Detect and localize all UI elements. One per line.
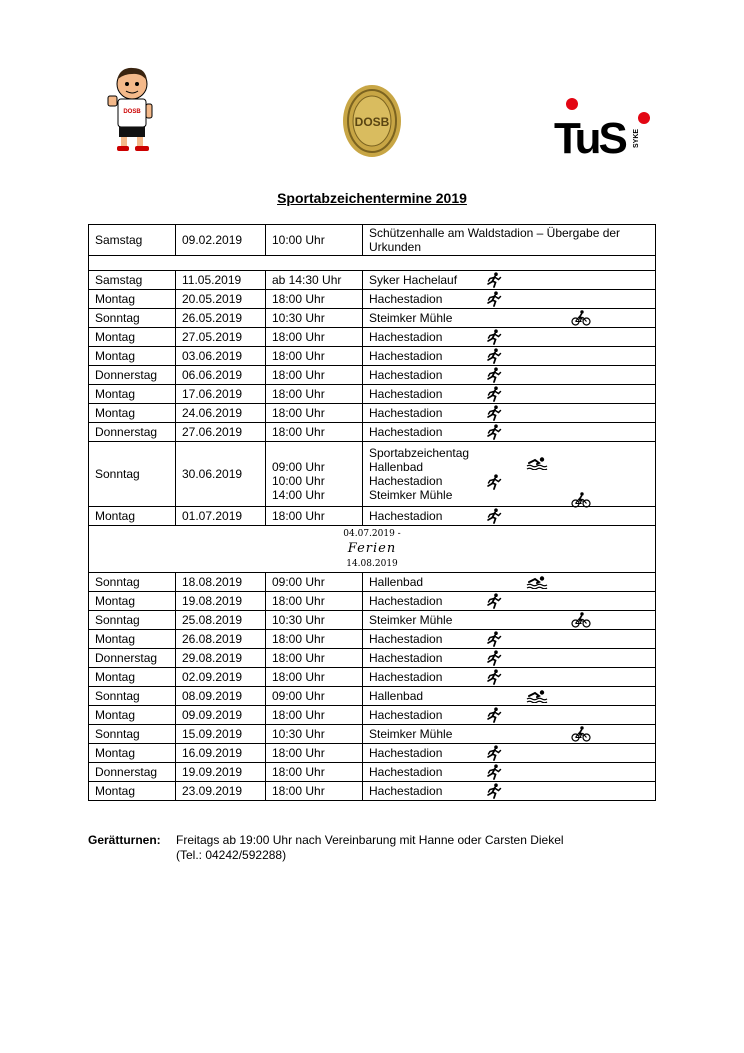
schedule-row xyxy=(89,507,656,526)
place-label: Hachestadion xyxy=(369,670,443,684)
holiday-row xyxy=(89,526,656,573)
place-label: Hachestadion xyxy=(369,784,443,798)
swimming-icon xyxy=(526,689,548,703)
time-cell: 10:30 Uhr xyxy=(266,309,363,328)
place-cell xyxy=(363,573,656,592)
time-cell: 18:00 Uhr xyxy=(266,763,363,782)
running-icon xyxy=(486,707,502,723)
place-cell xyxy=(363,347,656,366)
place-label: Hachestadion xyxy=(369,632,443,646)
schedule-row xyxy=(89,630,656,649)
place-label: Hachestadion xyxy=(369,425,443,439)
day-cell: Montag xyxy=(89,706,176,725)
time-cell: 18:00 Uhr xyxy=(266,404,363,423)
place-cell xyxy=(363,706,656,725)
holiday-end-date: 14.08.2019 xyxy=(346,559,398,569)
schedule-row xyxy=(89,725,656,744)
swimming-icon xyxy=(526,456,548,470)
place-cell xyxy=(363,630,656,649)
spacer-row xyxy=(89,256,656,271)
time-cell: 18:00 Uhr xyxy=(266,744,363,763)
place-label: Hachestadion xyxy=(369,349,443,363)
running-icon xyxy=(486,508,502,524)
running-icon xyxy=(486,291,502,307)
day-cell: Donnerstag xyxy=(89,649,176,668)
dosb-mascot-logo xyxy=(106,66,154,152)
date-cell: 26.05.2019 xyxy=(176,309,266,328)
running-icon xyxy=(486,367,502,383)
place-cell xyxy=(363,649,656,668)
place-label: Hachestadion xyxy=(369,509,443,523)
place-label: Hachestadion xyxy=(369,330,443,344)
time-cell: 18:00 Uhr xyxy=(266,592,363,611)
running-icon xyxy=(486,474,502,490)
schedule-row xyxy=(89,328,656,347)
date-cell: 17.06.2019 xyxy=(176,385,266,404)
day-cell: Samstag xyxy=(89,271,176,290)
schedule-row xyxy=(89,385,656,404)
day-cell: Sonntag xyxy=(89,573,176,592)
place-cell xyxy=(363,309,656,328)
running-icon xyxy=(486,669,502,685)
schedule-row xyxy=(89,687,656,706)
schedule-table xyxy=(88,224,656,801)
date-cell: 26.08.2019 xyxy=(176,630,266,649)
cycling-icon xyxy=(571,310,591,326)
holiday-label: Ferien xyxy=(347,541,397,556)
footer-label: Gerätturnen: xyxy=(88,833,161,847)
day-cell: Sonntag xyxy=(89,725,176,744)
day-cell: Montag xyxy=(89,782,176,801)
time-cell: 18:00 Uhr xyxy=(266,423,363,442)
schedule-row xyxy=(89,404,656,423)
place-label: Hachestadion xyxy=(369,708,443,722)
time-cell: 10:00 Uhr xyxy=(266,225,363,256)
running-icon xyxy=(486,348,502,364)
place-cell xyxy=(363,225,656,256)
day-cell: Donnerstag xyxy=(89,366,176,385)
place-line: Steimker Mühle xyxy=(369,488,453,502)
time-line: 10:00 Uhr xyxy=(272,474,325,488)
place-label: Hallenbad xyxy=(369,575,424,589)
running-icon xyxy=(486,593,502,609)
running-icon xyxy=(486,386,502,402)
day-cell: Sonntag xyxy=(89,611,176,630)
date-cell: 19.08.2019 xyxy=(176,592,266,611)
place-cell xyxy=(363,404,656,423)
running-icon xyxy=(486,764,502,780)
place-line: Hallenbad xyxy=(369,460,424,474)
schedule-row xyxy=(89,611,656,630)
date-cell: 01.07.2019 xyxy=(176,507,266,526)
holiday-start-date: 04.07.2019 - xyxy=(343,529,401,539)
schedule-row xyxy=(89,668,656,687)
time-cell: ab 14:30 Uhr xyxy=(266,271,363,290)
schedule-row xyxy=(89,290,656,309)
dosb-seal-logo xyxy=(342,84,402,158)
day-cell: Montag xyxy=(89,630,176,649)
place-label: Syker Hachelauf xyxy=(369,273,458,287)
time-cell: 18:00 Uhr xyxy=(266,649,363,668)
place-cell xyxy=(363,725,656,744)
running-icon xyxy=(486,272,502,288)
date-cell: 27.05.2019 xyxy=(176,328,266,347)
place-cell xyxy=(363,271,656,290)
place-label: Hachestadion xyxy=(369,292,443,306)
running-icon xyxy=(486,631,502,647)
schedule-row xyxy=(89,763,656,782)
time-cell: 18:00 Uhr xyxy=(266,366,363,385)
time-cell: 09:00 Uhr xyxy=(266,687,363,706)
schedule-row xyxy=(89,744,656,763)
schedule-row xyxy=(89,442,656,507)
day-cell: Sonntag xyxy=(89,309,176,328)
time-cell: 10:30 Uhr xyxy=(266,725,363,744)
place-cell xyxy=(363,611,656,630)
day-cell: Montag xyxy=(89,290,176,309)
holiday-cell xyxy=(89,526,656,573)
day-cell: Montag xyxy=(89,507,176,526)
date-cell: 15.09.2019 xyxy=(176,725,266,744)
footer-line-2: (Tel.: 04242/592288) xyxy=(176,848,287,862)
place-cell xyxy=(363,668,656,687)
date-cell: 18.08.2019 xyxy=(176,573,266,592)
place-line: Sportabzeichentag xyxy=(369,446,470,460)
day-cell: Montag xyxy=(89,347,176,366)
time-cell: 10:30 Uhr xyxy=(266,611,363,630)
schedule-row xyxy=(89,573,656,592)
spacer-cell xyxy=(89,256,656,271)
day-cell: Sonntag xyxy=(89,442,176,507)
date-cell: 02.09.2019 xyxy=(176,668,266,687)
time-cell: 18:00 Uhr xyxy=(266,328,363,347)
date-cell: 16.09.2019 xyxy=(176,744,266,763)
date-cell: 23.09.2019 xyxy=(176,782,266,801)
running-icon xyxy=(486,783,502,799)
time-cell: 18:00 Uhr xyxy=(266,347,363,366)
place-cell xyxy=(363,328,656,347)
place-label: Hachestadion xyxy=(369,746,443,760)
schedule-row xyxy=(89,366,656,385)
place-label: Steimker Mühle xyxy=(369,727,453,741)
page-title: Sportabzeichentermine 2019 xyxy=(277,190,467,206)
day-cell: Samstag xyxy=(89,225,176,256)
schedule-row xyxy=(89,423,656,442)
date-cell: 03.06.2019 xyxy=(176,347,266,366)
place-label: Hallenbad xyxy=(369,689,424,703)
place-cell xyxy=(363,687,656,706)
schedule-row xyxy=(89,706,656,725)
place-cell xyxy=(363,385,656,404)
day-cell: Montag xyxy=(89,404,176,423)
svg-text:DOSB: DOSB xyxy=(123,109,141,115)
date-cell: 09.02.2019 xyxy=(176,225,266,256)
date-cell: 25.08.2019 xyxy=(176,611,266,630)
day-cell: Montag xyxy=(89,385,176,404)
place-label: Hachestadion xyxy=(369,406,443,420)
place-label: Steimker Mühle xyxy=(369,613,453,627)
running-icon xyxy=(486,405,502,421)
schedule-row xyxy=(89,271,656,290)
day-cell: Montag xyxy=(89,328,176,347)
schedule-row xyxy=(89,225,656,256)
date-cell: 06.06.2019 xyxy=(176,366,266,385)
day-cell: Montag xyxy=(89,668,176,687)
time-cell: 18:00 Uhr xyxy=(266,507,363,526)
place-cell xyxy=(363,763,656,782)
date-cell: 20.05.2019 xyxy=(176,290,266,309)
place-label: Schützenhalle am Waldstadion – Übergabe der Urkunden xyxy=(369,226,621,254)
time-cell: 18:00 Uhr xyxy=(266,782,363,801)
running-icon xyxy=(486,424,502,440)
svg-text:TuS: TuS xyxy=(554,114,625,158)
place-cell xyxy=(363,744,656,763)
swimming-icon xyxy=(526,575,548,589)
day-cell: Donnerstag xyxy=(89,423,176,442)
place-label: Hachestadion xyxy=(369,368,443,382)
time-cell: 09:00 Uhr xyxy=(266,573,363,592)
svg-text:DOSB: DOSB xyxy=(354,115,390,129)
place-cell xyxy=(363,782,656,801)
place-cell xyxy=(363,423,656,442)
place-line: Hachestadion xyxy=(369,474,443,488)
date-cell: 29.08.2019 xyxy=(176,649,266,668)
time-cell: 18:00 Uhr xyxy=(266,706,363,725)
cycling-icon xyxy=(571,726,591,742)
place-cell xyxy=(363,507,656,526)
date-cell: 24.06.2019 xyxy=(176,404,266,423)
schedule-row xyxy=(89,309,656,328)
schedule-row xyxy=(89,782,656,801)
running-icon xyxy=(486,329,502,345)
place-cell xyxy=(363,290,656,309)
day-cell: Sonntag xyxy=(89,687,176,706)
time-cell: 18:00 Uhr xyxy=(266,668,363,687)
date-cell: 11.05.2019 xyxy=(176,271,266,290)
time-cell xyxy=(266,442,363,507)
time-line: 09:00 Uhr xyxy=(272,460,325,474)
place-label: Hachestadion xyxy=(369,594,443,608)
day-cell: Donnerstag xyxy=(89,763,176,782)
date-cell: 08.09.2019 xyxy=(176,687,266,706)
running-icon xyxy=(486,650,502,666)
time-cell: 18:00 Uhr xyxy=(266,290,363,309)
place-label: Hachestadion xyxy=(369,765,443,779)
date-cell: 19.09.2019 xyxy=(176,763,266,782)
schedule-row xyxy=(89,649,656,668)
footer-line-1: Freitags ab 19:00 Uhr nach Vereinbarung mit Hanne oder Carsten Diekel xyxy=(176,833,564,847)
time-line: 14:00 Uhr xyxy=(272,488,325,502)
place-label: Steimker Mühle xyxy=(369,311,453,325)
date-cell: 30.06.2019 xyxy=(176,442,266,507)
place-cell xyxy=(363,592,656,611)
place-cell xyxy=(363,442,656,507)
time-cell: 18:00 Uhr xyxy=(266,385,363,404)
date-cell: 27.06.2019 xyxy=(176,423,266,442)
schedule-row xyxy=(89,347,656,366)
cycling-icon xyxy=(571,612,591,628)
day-cell: Montag xyxy=(89,592,176,611)
place-label: Hachestadion xyxy=(369,387,443,401)
running-icon xyxy=(486,745,502,761)
place-label: Hachestadion xyxy=(369,651,443,665)
day-cell: Montag xyxy=(89,744,176,763)
svg-text:SYKE: SYKE xyxy=(633,128,640,148)
date-cell: 09.09.2019 xyxy=(176,706,266,725)
place-cell xyxy=(363,366,656,385)
time-cell: 18:00 Uhr xyxy=(266,630,363,649)
tus-syke-logo xyxy=(552,98,652,158)
schedule-row xyxy=(89,592,656,611)
